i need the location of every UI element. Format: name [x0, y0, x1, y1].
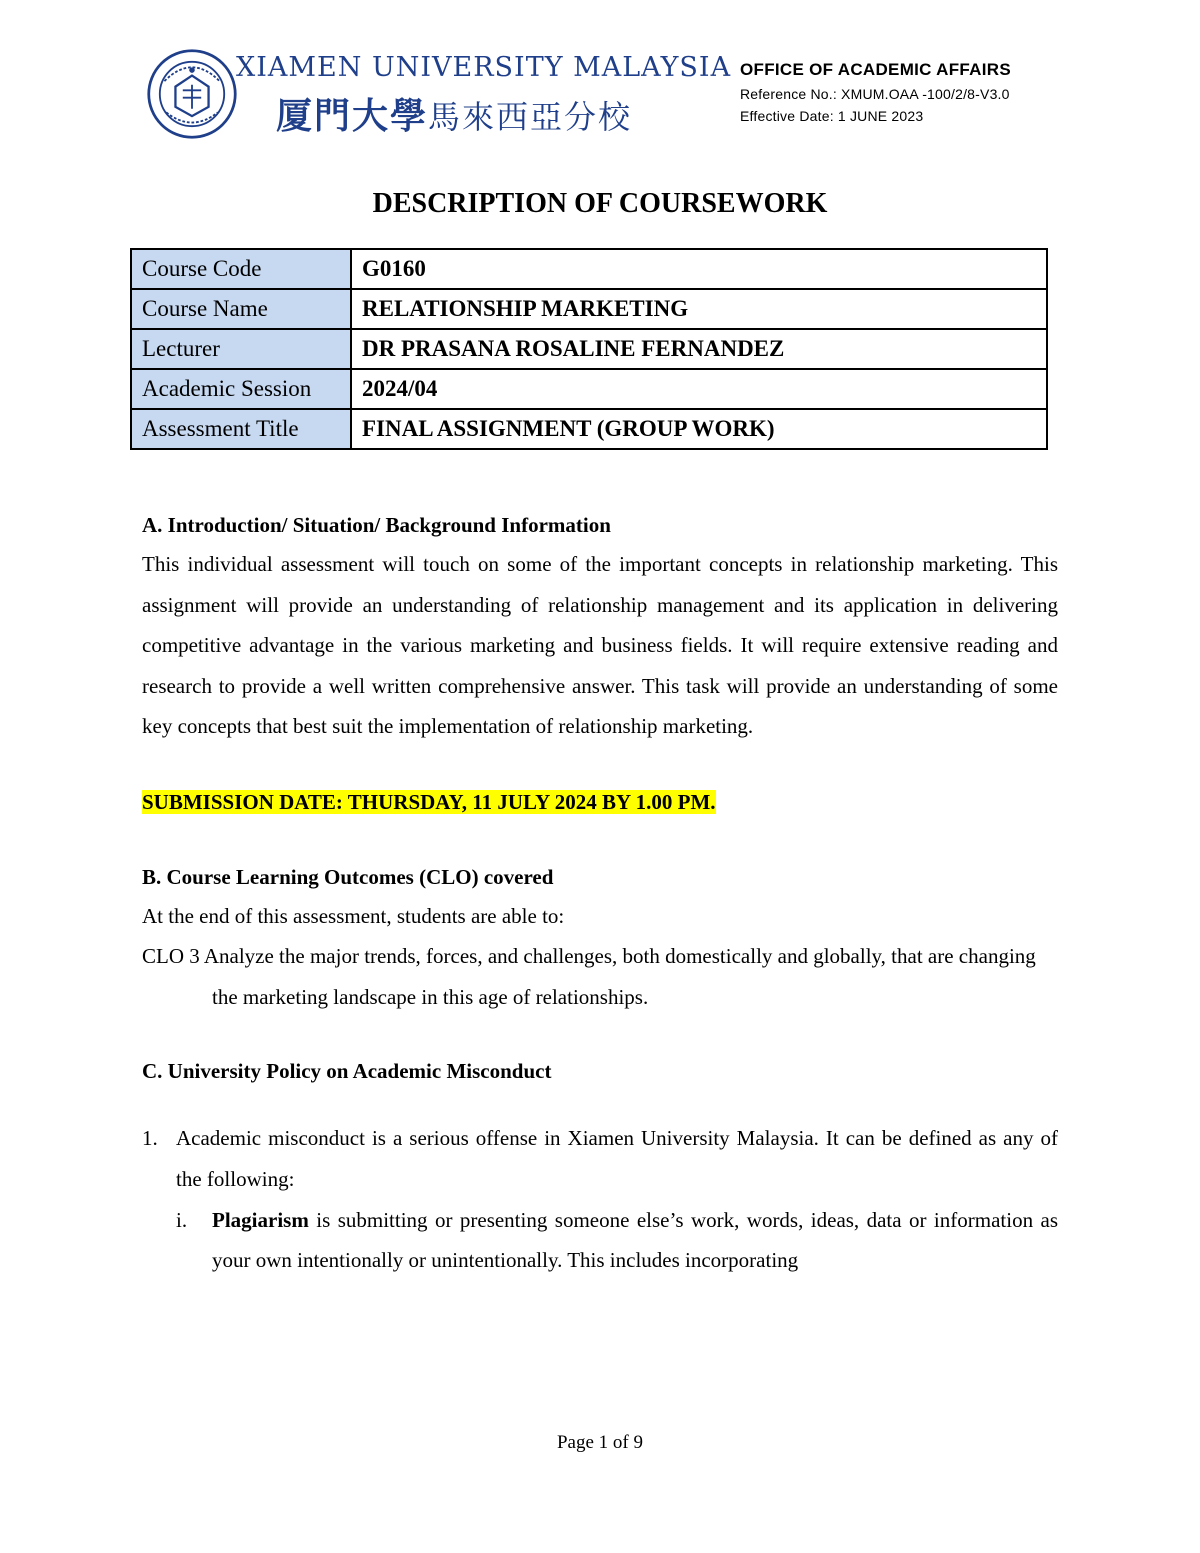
list-item	[142, 1118, 1058, 1199]
university-name-cn-bold: 厦門大學	[276, 95, 429, 137]
clo-item: CLO 3 Analyze the major trends, forces, and challenges, both domestically and globally, that are changing the marketing landscape in this age of relationships.	[142, 944, 1036, 1009]
office-title: OFFICE OF ACADEMIC AFFAIRS	[740, 60, 1011, 79]
section-c-heading: C. University Policy on Academic Misconduct	[142, 1059, 552, 1084]
document-header	[142, 44, 1062, 144]
office-block	[740, 60, 1011, 124]
university-seal-icon	[146, 48, 238, 140]
table-row	[131, 289, 1047, 329]
sub-list-number: i.	[176, 1207, 188, 1232]
table-label: Academic Session	[131, 369, 351, 409]
table-row	[131, 409, 1047, 449]
spacer	[142, 1017, 1058, 1052]
table-label: Course Name	[131, 289, 351, 329]
spacer	[142, 747, 1058, 782]
table-value: FINAL ASSIGNMENT (GROUP WORK)	[351, 409, 1047, 449]
reference-number: Reference No.: XMUM.OAA -100/2/8-V3.0	[740, 86, 1010, 102]
table-value: G0160	[351, 249, 1047, 289]
list-text: Academic misconduct is a serious offense in Xiamen University Malaysia. It can be defined as any of the following:	[176, 1126, 1058, 1191]
page-number: Page 1 of 9	[556, 1432, 643, 1453]
plagiarism-term: Plagiarism	[212, 1207, 309, 1232]
document-title: DESCRIPTION OF COURSEWORK	[372, 188, 828, 219]
section-b-heading: B. Course Learning Outcomes (CLO) covered	[142, 864, 554, 889]
table-label: Course Code	[131, 249, 351, 289]
section-a-heading: A. Introduction/ Situation/ Background Information	[142, 513, 611, 537]
table-value: RELATIONSHIP MARKETING	[351, 289, 1047, 329]
table-label: Assessment Title	[131, 409, 351, 449]
effective-date: Effective Date: 1 JUNE 2023	[740, 108, 924, 124]
spacer	[142, 823, 1058, 858]
table-label: Lecturer	[131, 329, 351, 369]
university-name-en: XIAMEN UNIVERSITY MALAYSIA	[236, 52, 732, 83]
university-name-cn-light: 馬來西亞分校	[428, 98, 633, 136]
table-row	[131, 369, 1047, 409]
plagiarism-definition: is submitting or presenting someone else’s work, words, ideas, data or information as your own intentionally or unintentionally. This includes incorporating	[212, 1207, 1058, 1273]
table-value: DR PRASANA ROSALINE FERNANDEZ	[351, 329, 1047, 369]
sub-list-item	[142, 1200, 1058, 1281]
submission-date: SUBMISSION DATE: THURSDAY, 11 JULY 2024 BY 1.00 PM.	[142, 789, 716, 814]
spacer	[142, 1090, 1058, 1118]
list-number: 1.	[142, 1126, 158, 1151]
table-value: 2024/04	[351, 369, 1047, 409]
section-a-body: This individual assessment will touch on some of the important concepts in relationship marketing. This assignment will provide an understanding of relationship management and its application in delivering competitive advantage in the various marketing and business fields. It will require extensive reading and research to provide a well written comprehensive answer. This task will provide an understanding of some key concepts that best suit the implementation of relationship marketing.	[142, 552, 1058, 739]
table-row	[131, 329, 1047, 369]
section-b-intro: At the end of this assessment, students are able to:	[142, 903, 565, 928]
table-row	[131, 249, 1047, 289]
university-name-cn	[276, 88, 632, 139]
document-body	[142, 506, 1058, 1281]
submission-line	[142, 782, 1058, 823]
course-info-table	[130, 248, 1048, 450]
